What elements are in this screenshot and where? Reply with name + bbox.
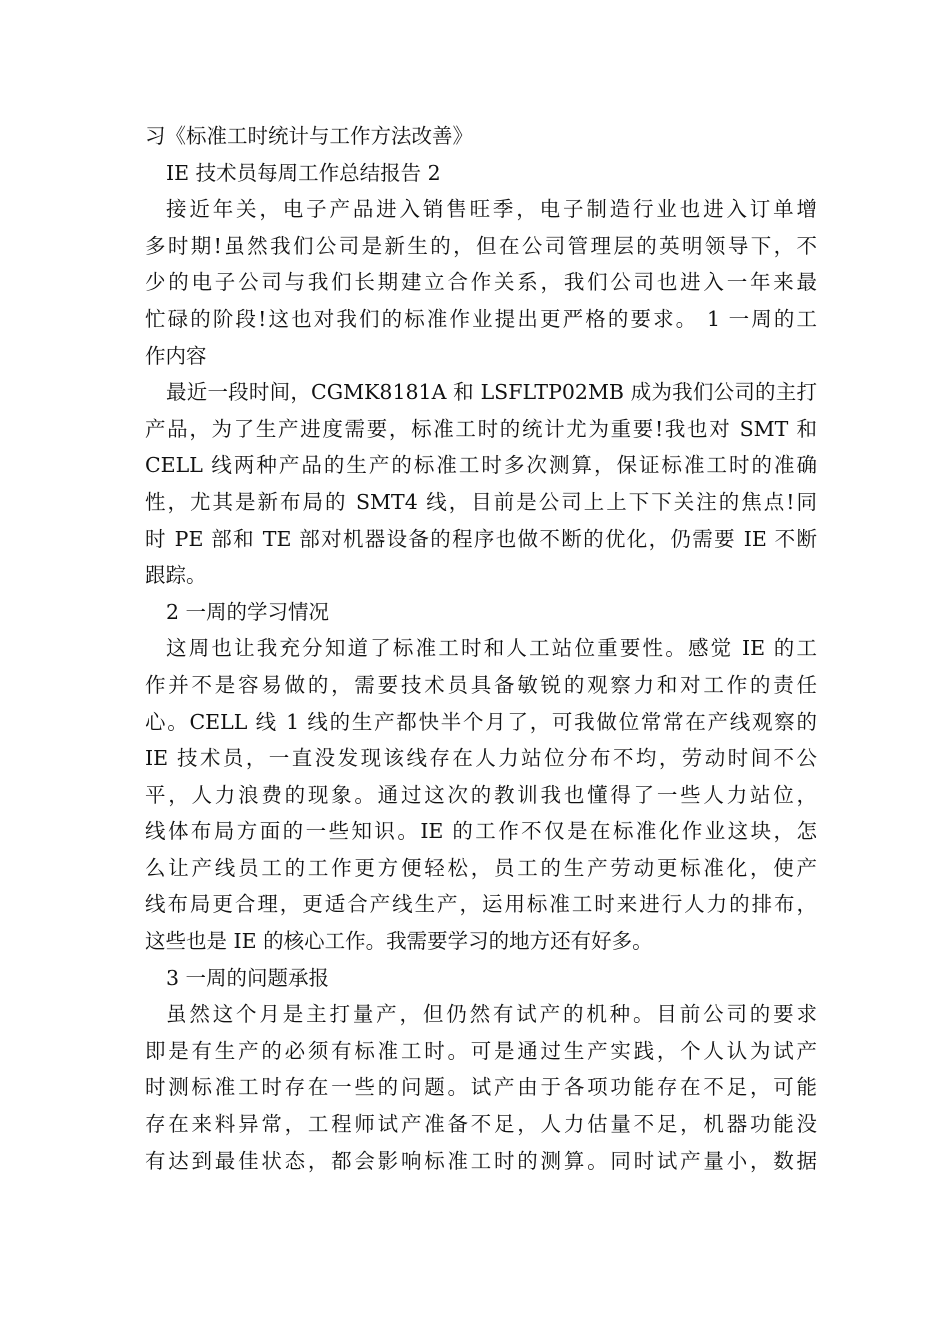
- paragraph-line: 有达到最佳状态，都会影响标准工时的测算。同时试产量小，数据: [145, 1148, 817, 1173]
- paragraph-line: 忙碌的阶段!这也对我们的标准作业提出更严格的要求。 1 一周的工: [145, 306, 817, 331]
- paragraph-line: 心。CELL 线 1 线的生产都快半个月了，可我做位常常在产线观察的: [145, 709, 817, 734]
- paragraph-line: 这周也让我充分知道了标准工时和人工站位重要性。感觉 IE 的工: [166, 636, 817, 661]
- paragraph-line: 作内容: [145, 343, 207, 368]
- paragraph-line: 这些也是 IE 的核心工作。我需要学习的地方还有好多。: [145, 929, 653, 954]
- paragraph-line: 最近一段时间，CGMK8181A 和 LSFLTP02MB 成为我们公司的主打: [166, 380, 817, 405]
- paragraph-line: 接近年关，电子产品进入销售旺季，电子制造行业也进入订单增: [166, 197, 817, 222]
- paragraph-line: 多时期!虽然我们公司是新生的，但在公司管理层的英明领导下，不: [145, 233, 817, 258]
- paragraph-line: 虽然这个月是主打量产，但仍然有试产的机种。目前公司的要求: [166, 1002, 817, 1027]
- paragraph-line: 线布局更合理，更适合产线生产，运用标准工时来进行人力的排布，: [145, 892, 817, 917]
- paragraph-line: IE 技术员，一直没发现该线存在人力站位分布不均，劳动时间不公: [145, 746, 817, 771]
- report-title: IE 技术员每周工作总结报告 2: [166, 160, 441, 185]
- paragraph-line: 么让产线员工的工作更方便轻松，员工的生产劳动更标准化，使产: [145, 855, 817, 880]
- paragraph-line: 时测标准工时存在一些的问题。试产由于各项功能存在不足，可能: [145, 1075, 817, 1100]
- paragraph-line: 性，尤其是新布局的 SMT4 线，目前是公司上上下下关注的焦点!同: [145, 489, 817, 514]
- section-heading: 3 一周的问题承报: [166, 965, 330, 990]
- section-heading: 2 一周的学习情况: [166, 599, 330, 624]
- paragraph-line: 存在来料异常，工程师试产准备不足，人力估量不足，机器功能没: [145, 1112, 817, 1137]
- paragraph-line: 少的电子公司与我们长期建立合作关系，我们公司也进入一年来最: [145, 270, 817, 295]
- document-heading: 习《标准工时统计与工作方法改善》: [145, 124, 473, 148]
- paragraph-line: 产品，为了生产进度需要，标准工时的统计尤为重要!我也对 SMT 和: [145, 416, 817, 441]
- paragraph-line: 平，人力浪费的现象。通过这次的教训我也懂得了一些人力站位，: [145, 782, 817, 807]
- paragraph-line: 时 PE 部和 TE 部对机器设备的程序也做不断的优化，仍需要 IE 不断: [145, 526, 817, 551]
- paragraph-line: 作并不是容易做的，需要技术员具备敏锐的观察力和对工作的责任: [145, 672, 817, 697]
- paragraph-line: 线体布局方面的一些知识。IE 的工作不仅是在标准化作业这块，怎: [145, 819, 817, 844]
- paragraph-line: CELL 线两种产品的生产的标准工时多次测算，保证标准工时的准确: [145, 453, 817, 478]
- document-body: [145, 118, 817, 1179]
- paragraph-line: 跟踪。: [145, 563, 207, 588]
- paragraph-line: 即是有生产的必须有标准工时。可是通过生产实践，个人认为试产: [145, 1038, 817, 1063]
